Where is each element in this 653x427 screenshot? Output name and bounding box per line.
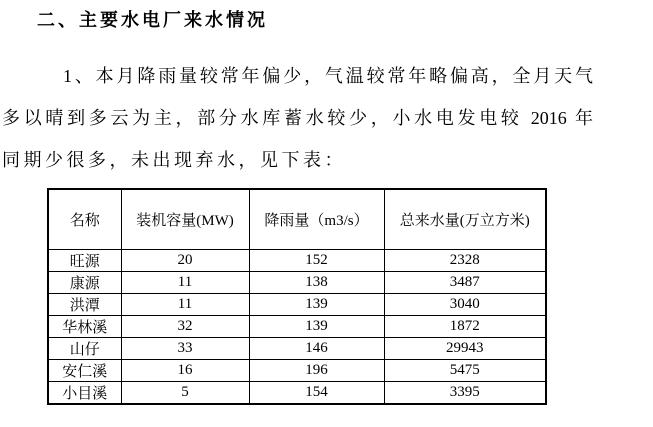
cell-capacity: 33 [121, 337, 249, 359]
table-row [48, 337, 546, 359]
cell-rainfall: 139 [249, 293, 384, 315]
column-header-rainfall: 降雨量（m3/s） [249, 189, 384, 249]
table-row [48, 359, 546, 381]
cell-capacity: 5 [121, 381, 249, 404]
cell-station-name: 安仁溪 [48, 359, 121, 381]
cell-rainfall: 138 [249, 271, 384, 293]
paragraph-line-3: 同期少很多，未出现弃水，见下表： [2, 150, 346, 170]
cell-total-inflow: 3395 [384, 381, 546, 404]
column-header-name: 名称 [48, 189, 121, 249]
paragraph-line-1: 1、本月降雨量较常年偏少，气温较常年略偏高，全月天气 [63, 66, 593, 86]
section-heading: 二、主要水电厂来水情况 [37, 10, 268, 30]
cell-rainfall: 196 [249, 359, 384, 381]
column-header-total-inflow: 总来水量(万立方米) [384, 189, 546, 249]
column-header-capacity: 装机容量(MW) [121, 189, 249, 249]
table-header-row [48, 189, 546, 249]
cell-station-name: 洪潭 [48, 293, 121, 315]
table-row [48, 381, 546, 404]
cell-rainfall: 152 [249, 249, 384, 271]
cell-capacity: 16 [121, 359, 249, 381]
cell-total-inflow: 29943 [384, 337, 546, 359]
table-row [48, 315, 546, 337]
cell-total-inflow: 3487 [384, 271, 546, 293]
cell-station-name: 小目溪 [48, 381, 121, 404]
cell-station-name: 山仔 [48, 337, 121, 359]
cell-total-inflow: 2328 [384, 249, 546, 271]
cell-capacity: 20 [121, 249, 249, 271]
cell-total-inflow: 1872 [384, 315, 546, 337]
paragraph-line-2: 多以晴到多云为主，部分水库蓄水较少，小水电发电较 2016 年 [2, 108, 593, 128]
cell-station-name: 华林溪 [48, 315, 121, 337]
cell-rainfall: 146 [249, 337, 384, 359]
table-row [48, 271, 546, 293]
cell-rainfall: 139 [249, 315, 384, 337]
table-row [48, 293, 546, 315]
table-row [48, 249, 546, 271]
inflow-table [47, 188, 547, 405]
cell-total-inflow: 5475 [384, 359, 546, 381]
body-paragraph [2, 55, 593, 181]
cell-capacity: 11 [121, 271, 249, 293]
cell-capacity: 11 [121, 293, 249, 315]
cell-rainfall: 154 [249, 381, 384, 404]
cell-station-name: 康源 [48, 271, 121, 293]
cell-capacity: 32 [121, 315, 249, 337]
cell-total-inflow: 3040 [384, 293, 546, 315]
cell-station-name: 旺源 [48, 249, 121, 271]
